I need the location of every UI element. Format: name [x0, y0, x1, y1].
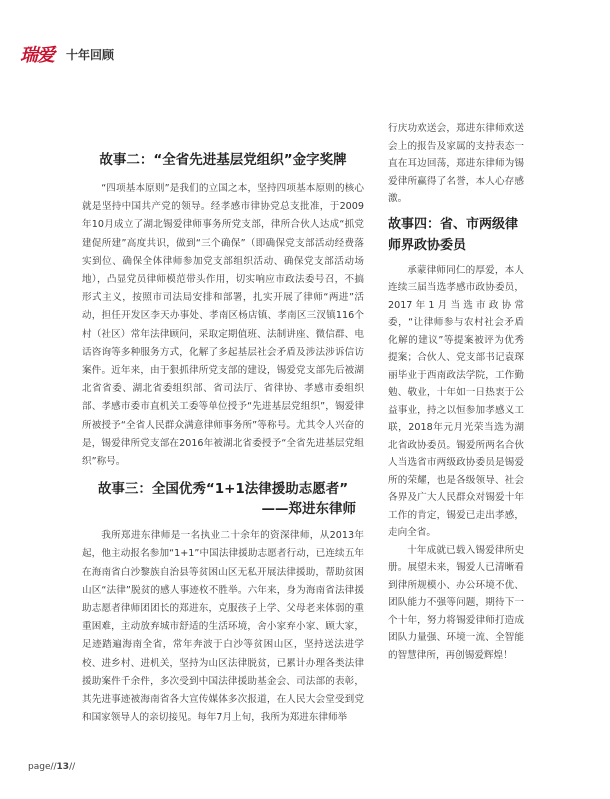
page-label: page// [28, 762, 57, 772]
story-three-subtitle: ——郑进东律师 [261, 501, 356, 518]
page-suffix: // [69, 762, 76, 772]
story-two-body: “四项基本原则”是我们的立国之本，坚持四项基本原则的核心就是坚持中国共产党的领导。经孝感市律协党总支批准，于2009年10月成立了湖北锡爱律师事务所党支部，律所合伙人达成“抓党建促所建”高度共识，做到“三个确保”（即确保党支部活动经费落实到位、确保全体律师参加党支部组织活动、确保党支部活动场地），凸显党员律师模范带头作用，切实响应市政法委号召，不搞形式主义，按照市司法局安排和部署，扎实开展了律师“两进”活动，担任开发区李天办事处、孝南区杨店镇、孝南区三汊镇116个村（社区）常年法律顾问，采取定期值班、法制讲座、微信群、电话咨询等多种服务方式，化解了多起基层社会矛盾及涉法涉诉信访案件。近年来，由于狠抓律所党支部的建设，锡爱党支部先后被湖北省省委、湖北省委组织部、省司法厅、省律协、孝感市委组织部、孝感市委市直机关工委等单位授予“先进基层党组织”，锡爱律所被授予“全省人民群众满意律师事务所”等称号。尤其令人兴奋的是，锡爱律所党支部在2016年被湖北省委授予“全省先进基层党组织”称号。 [82, 183, 364, 468]
section-title: 十年回顾 [66, 47, 115, 62]
story-three-title: 故事三：全国优秀“1+1法律援助志愿者” [97, 481, 349, 498]
page-header [20, 42, 114, 66]
story-three-continued: 行庆功欢送会，郑进东律师欢送会上的报告及家属的支持表态一直在耳边回荡，郑进东律师为锡爱律所赢得了名誉，本人心存感激。 [388, 123, 524, 204]
right-column [388, 120, 524, 664]
page-footer [28, 762, 75, 772]
story-three-body: 我所郑进东律师是一名执业二十余年的资深律师，从2013年起，他主动报名参加“1+1”中国法律援助志愿者行动，已连续五年在海南省白沙黎族自治县等贫困山区无私开展法律援助，帮助贫困山区“法律”脱贫的感人事迹枚不胜举。六年来，身为海南省法律援助志愿者律师团团长的郑进东，克服孩子上学、父母老来体弱的重重困难，主动放弃城市舒适的生活环境，舍小家弃小家、顾大家，足迹踏遍海南全省，常年奔波于白沙等贫困山区，坚持送法进学校、进乡村、进机关，坚持为山区法律脱贫，已累计办理各类法律援助案件千余件，多次受到中国法律援助基金会、司法部的表彰，其先进事迹被海南省各大宣传媒体多次报道，在人民大会堂受到党和国家领导人的亲切接见。每年7月上旬，我所为郑进东律师举 [82, 530, 364, 724]
story-four-title: 故事四：省、市两级律师界政协委员 [388, 216, 519, 253]
story-two-title: 故事二：“全省先进基层党组织”金字奖牌 [99, 152, 347, 168]
left-column [82, 150, 364, 727]
page-number: 13 [56, 762, 70, 772]
magazine-logo: 瑞爱 [20, 45, 54, 66]
story-four-paragraph-1: 承蒙律师同仁的厚爱，本人连续三届当选孝感市政协委员，2017年1月当选市政协常委，“让律师参与农村社会矛盾化解的建议”等提案被评为优秀提案；合伙人、党支部书记袁琛丽毕业于西南政法学院，工作勤勉、敬业，十年如一日热衷于公益事业，持之以恒参加孝感义工联，2018年元月光荣当选为湖北省政协委员。锡爱所两名合伙人当选省市两级政协委员是锡爱所的荣耀，也是各级领导、社会各界及广大人民群众对锡爱十年工作的肯定，锡爱已走出孝感，走向全省。 [388, 264, 524, 538]
story-four-paragraph-2: 十年成就已载入锡爱律所史册。展望未来，锡爱人已清晰看到律所规模小、办公环境不优、团队能力不强等问题，期待下一个十年，努力将锡爱律师打造成团队力量强、环境一流、全智能的智慧律所，再创锡爱辉煌！ [388, 544, 524, 661]
